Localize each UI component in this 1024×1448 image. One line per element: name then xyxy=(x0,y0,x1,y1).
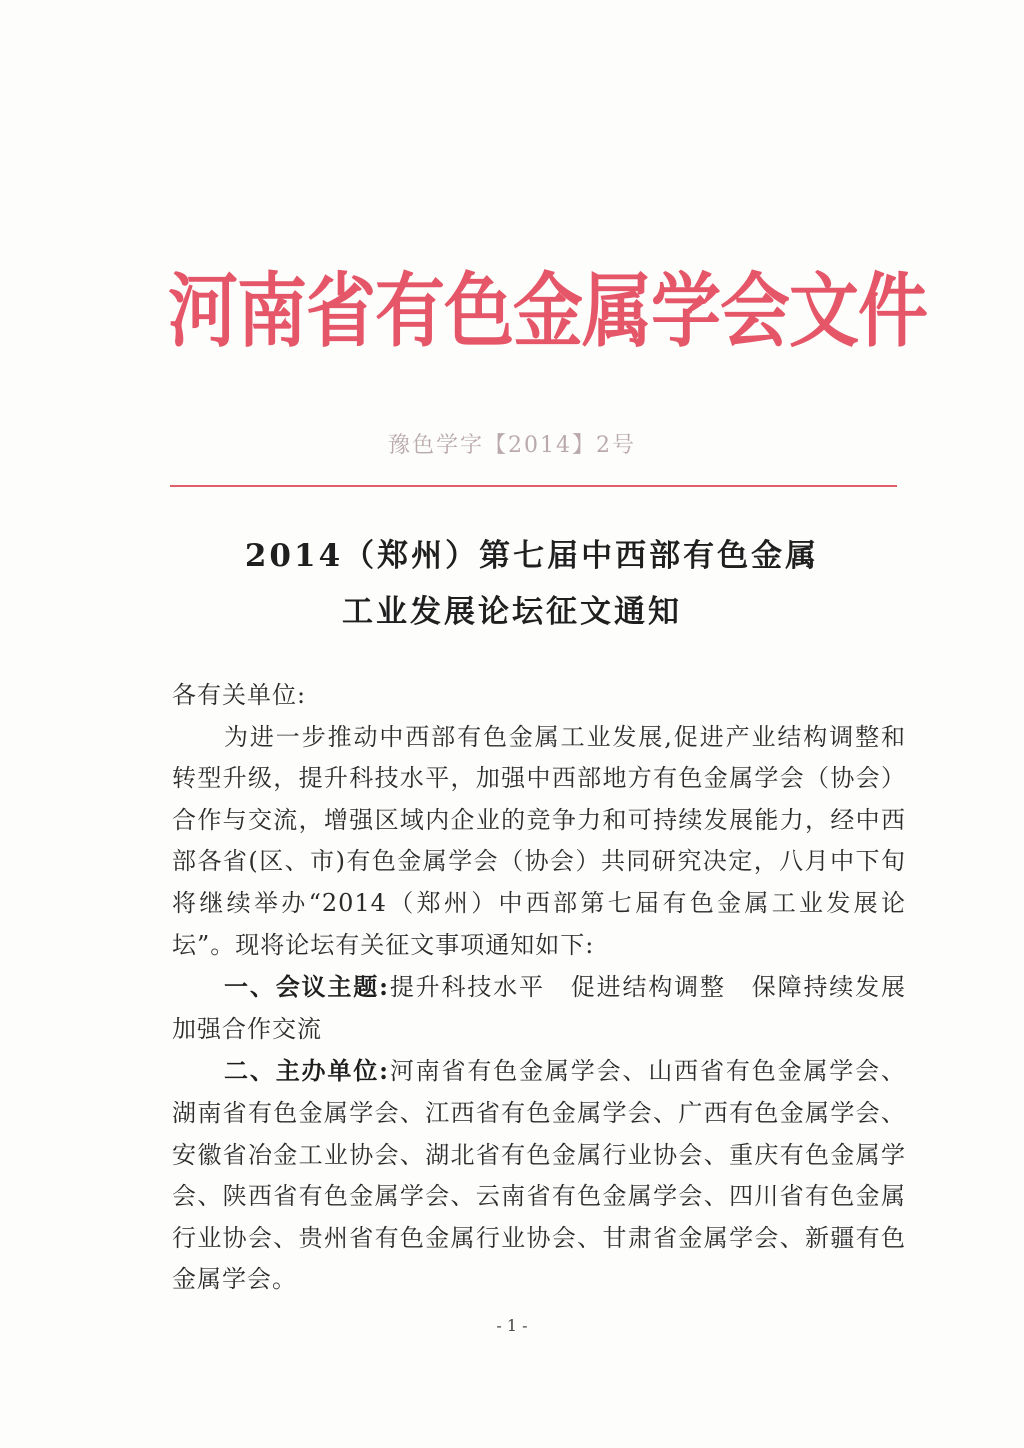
salutation: 各有关单位: xyxy=(172,681,307,709)
notice-title-line-1: 2014（郑州）第七届中西部有色金属 xyxy=(244,538,820,574)
page-number: - 1 - xyxy=(496,1316,528,1335)
notice-title-line-2: 工业发展论坛征文通知 xyxy=(342,594,682,630)
document-number: 豫色学字【2014】2号 xyxy=(388,433,636,458)
section-organizers xyxy=(172,1050,906,1301)
notice-body xyxy=(172,675,931,1301)
section-theme xyxy=(172,966,931,1050)
intro-paragraph: 为进一步推动中西部有色金属工业发展,促进产业结构调整和转型升级，提升科技水平，加强中西部地方有色金属学会（协会）合作与交流，增强区域内企业的竞争力和可持续发展能力，经中西部各省(区、市)有色金属学会（协会）共同研究决定，八月中下旬将继续举办“2014（郑州）中西部第七届有色金属工业发展论坛”。现将论坛有关征文事项通知如下: xyxy=(172,722,906,959)
section-theme-heading: 一、会议主题: xyxy=(224,972,389,1002)
section-theme-text: 提升科技水平 促进结构调整 保障持续发展 加强合作交流 xyxy=(172,973,931,1043)
section-organizers-heading: 二、主办单位: xyxy=(224,1056,389,1086)
red-divider-line xyxy=(170,485,897,487)
section-organizers-text: 河南省有色金属学会、山西省有色金属学会、湖南省有色金属学会、江西省有色金属学会、广西有色金属学会、安徽省冶金工业协会、湖北省有色金属行业协会、重庆有色金属学会、陕西省有色金属学会、云南省有色金属学会、四川省有色金属行业协会、贵州省有色金属行业协会、甘肃省金属学会、新疆有色金属学会。 xyxy=(172,1057,906,1294)
document-masthead: 河南省有色金属学会文件 xyxy=(168,264,927,359)
